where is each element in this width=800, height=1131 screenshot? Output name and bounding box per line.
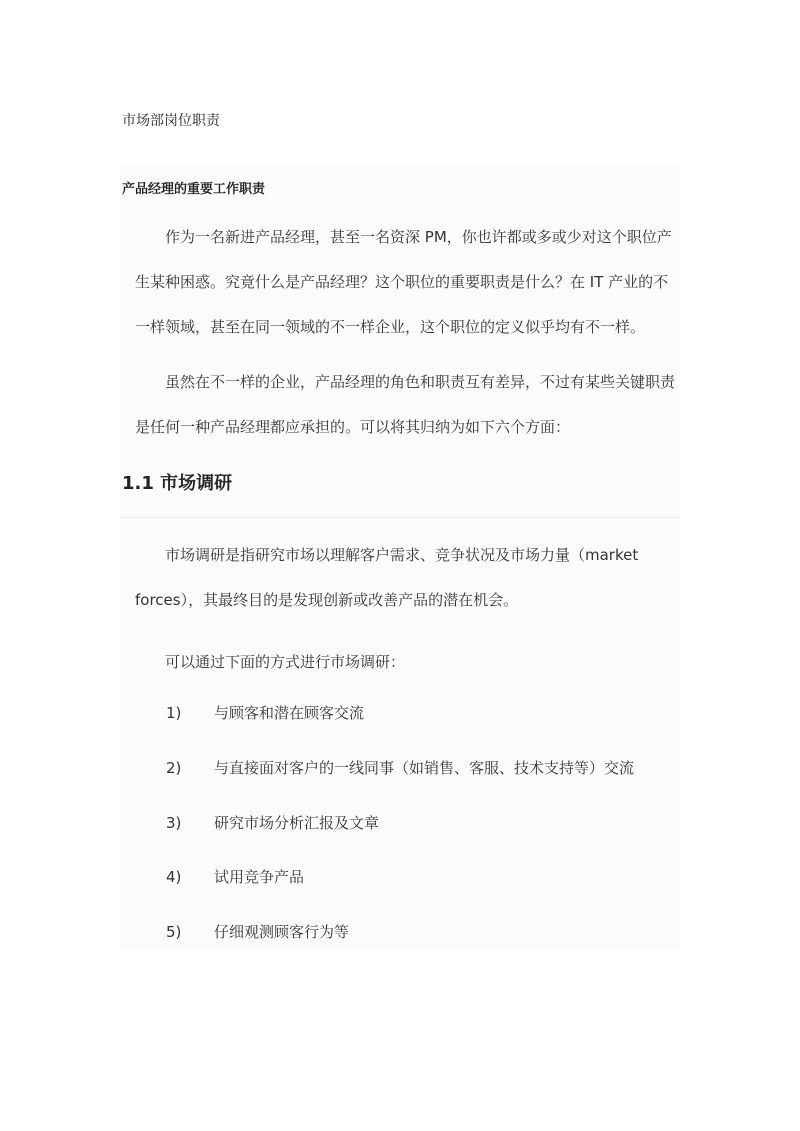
paragraph-text: 虽然在不一样的企业，产品经理的角色和职责互有差异，不过有某些关键职责是任何一种产品经理都应承担的。可以将其归纳为如下六个方面： <box>135 373 676 436</box>
list-item <box>166 850 666 905</box>
list-item <box>166 905 666 960</box>
paragraph-intro <box>135 215 675 350</box>
list-item-text: 研究市场分析汇报及文章 <box>214 813 380 832</box>
list-item-number: 3) <box>166 813 182 832</box>
research-method-list <box>166 686 666 960</box>
paragraph-market-research <box>135 533 675 623</box>
list-item-text: 试用竞争产品 <box>214 868 305 887</box>
section-heading: 产品经理的重要工作职责 <box>122 182 266 197</box>
paragraph-list-intro <box>135 640 675 685</box>
list-item-text: 仔细观测顾客行为等 <box>214 923 350 942</box>
list-item <box>166 741 666 796</box>
subsection-title: 1.1 市场调研 <box>122 473 233 494</box>
list-item <box>166 796 666 851</box>
list-item-number: 5) <box>166 923 182 942</box>
list-item-text: 与顾客和潜在顾客交流 <box>214 704 365 722</box>
list-item-number: 4) <box>166 868 182 887</box>
list-item <box>166 686 666 741</box>
subsection-divider <box>120 517 680 518</box>
paragraph-text: 市场调研是指研究市场以理解客户需求、竞争状况及市场力量（market forces），其最终目的是发现创新或改善产品的潜在机会。 <box>135 546 639 609</box>
list-item-number: 2) <box>166 758 182 777</box>
paragraph-text: 作为一名新进产品经理，甚至一名资深 PM，你也许都或多或少对这个职位产生某种困惑。究竟什么是产品经理？这个职位的重要职责是什么？在 IT 产业的不一样领域，甚至在同一领域的不一样企业，这个职位的定义似乎均有不一样。 <box>135 228 672 336</box>
paragraph-roles <box>135 360 675 450</box>
list-item-text: 与直接面对客户的一线同事（如销售、客服、技术支持等）交流 <box>214 758 635 777</box>
document-title: 市场部岗位职责 <box>122 113 220 129</box>
list-item-number: 1) <box>166 704 182 722</box>
paragraph-text: 可以通过下面的方式进行市场调研： <box>165 653 406 671</box>
